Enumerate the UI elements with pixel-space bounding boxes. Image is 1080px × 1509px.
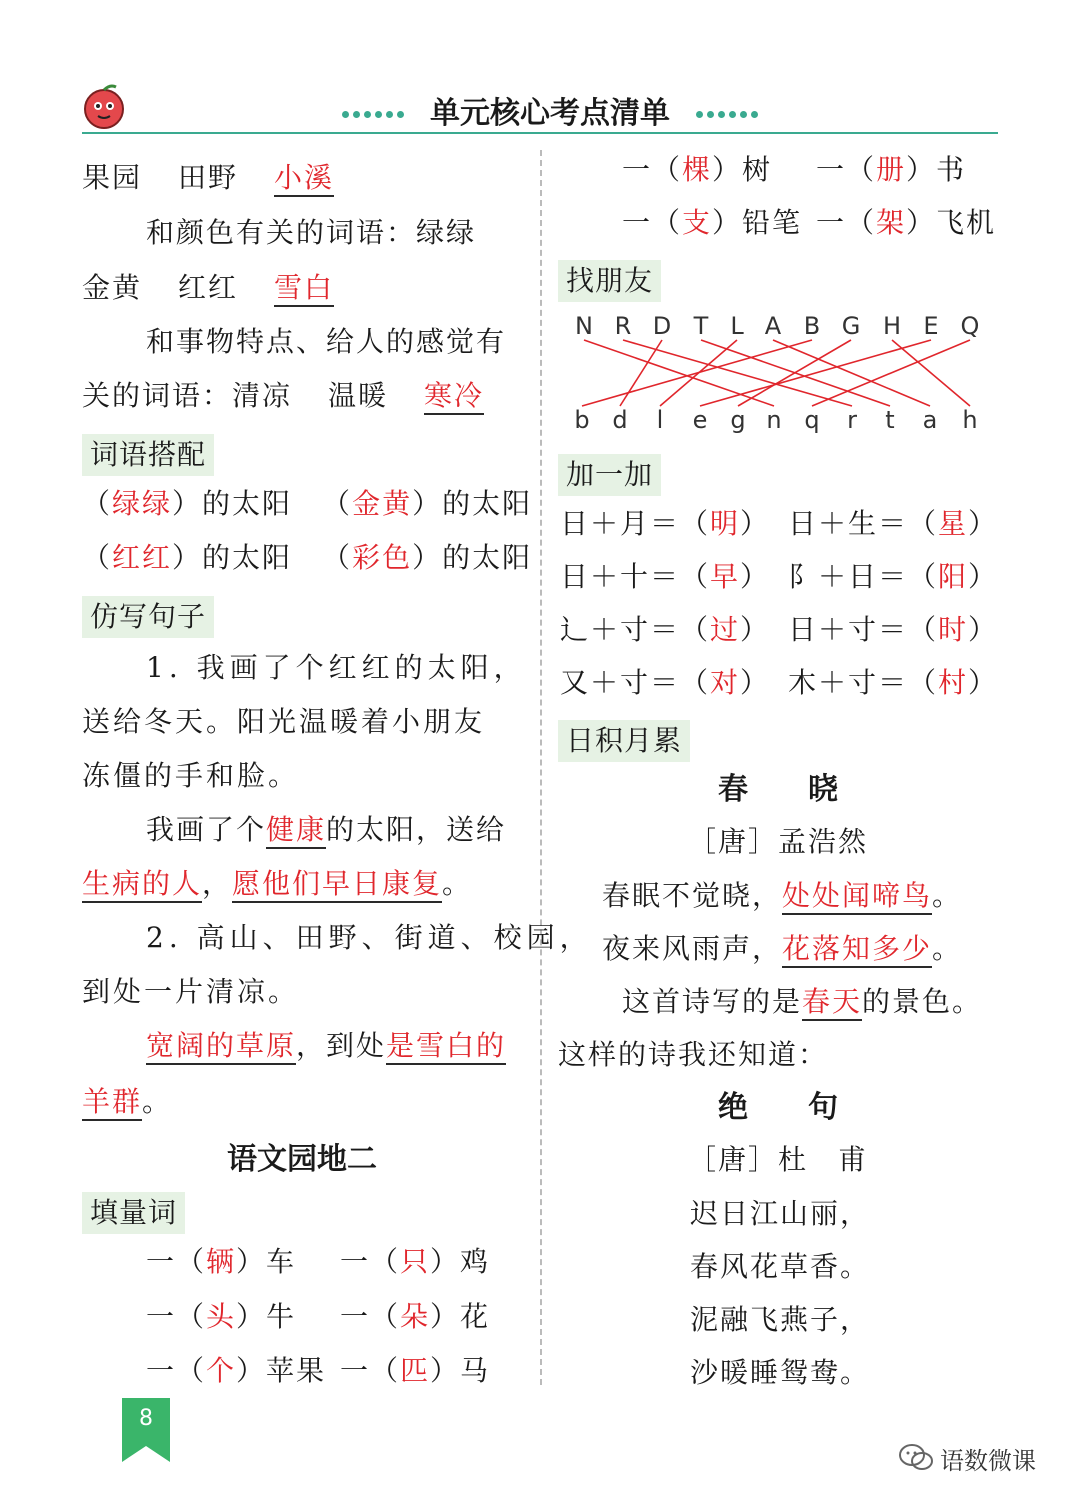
sentence-line-3: 冻僵的手和脸。 (82, 759, 300, 792)
letter-matching-lines (0, 0, 1080, 440)
add-row-1b: 日＋生＝（星） (788, 507, 999, 540)
section-add-up: 加一加 (558, 454, 661, 496)
upper-letter: D (652, 312, 672, 340)
poem2-line-4: 沙暖睡鸳鸯。 (690, 1356, 871, 1389)
lower-letter: b (574, 406, 590, 434)
sentence-line-2: 送给冬天。阳光温暖着小朋友 (82, 705, 486, 738)
page-number: 8 (139, 1406, 153, 1431)
lower-letter: r (847, 406, 857, 434)
section-daily-accumulation: 日积月累 (558, 720, 690, 762)
match-row-2: （红红）的太阳 （彩色）的太阳 (82, 541, 533, 574)
poem2-line-2: 春风花草香。 (690, 1250, 871, 1283)
lower-letter: l (656, 406, 664, 434)
measure-row-1b: 一（只）鸡 (340, 1245, 491, 1278)
measure-row-4b: 一（册）书 (816, 153, 967, 186)
watermark-text: 语数微课 (940, 1446, 1036, 1475)
sentence-line-5: 生病的人，愿他们早日康复。 (82, 864, 472, 904)
sentence-line-1: 1. 我画了个红红的太阳， (146, 651, 527, 684)
match-line (620, 340, 662, 406)
measure-row-2b: 一（朵）花 (340, 1300, 491, 1333)
lower-letter: a (922, 406, 938, 434)
match-line (892, 340, 970, 406)
lower-letter: q (804, 406, 820, 434)
measure-row-1: 一（辆）车 (146, 1245, 297, 1278)
watermark (898, 1438, 1036, 1478)
add-row-1: 日＋月＝（明） (560, 507, 771, 540)
upper-letter: L (730, 312, 744, 340)
match-line (584, 340, 774, 406)
section-measure-words: 填量词 (82, 1192, 185, 1234)
section-word-match: 词语搭配 (82, 434, 214, 476)
poem1-author: ［唐］孟浩然 (687, 825, 868, 858)
poem-note-line-1: 这首诗写的是春天的景色。 (622, 982, 982, 1022)
measure-row-2: 一（头）牛 (146, 1300, 297, 1333)
upper-letter: T (693, 312, 709, 340)
add-row-4b: 木＋寸＝（村） (788, 666, 999, 699)
lower-letter: d (612, 406, 628, 434)
section-imitate-sentence: 仿写句子 (82, 596, 214, 638)
lower-letter: g (730, 406, 746, 434)
poem1-title: 春 晓 (718, 772, 838, 807)
sentence-line-8: 宽阔的草原，到处是雪白的 (146, 1026, 506, 1066)
match-row-1: （绿绿）的太阳 （金黄）的太阳 (82, 487, 533, 520)
header-title: 单元核心考点清单 (430, 96, 670, 131)
lower-letter: t (885, 406, 895, 434)
upper-letter: R (614, 312, 632, 340)
left-line-3: 金黄 红红 雪白 (82, 268, 334, 308)
poem2-line-3: 泥融飞燕子， (690, 1303, 871, 1336)
upper-letter: A (764, 312, 782, 340)
upper-letter: E (923, 312, 939, 340)
sentence-line-9: 羊群。 (82, 1082, 172, 1122)
match-line (582, 340, 812, 406)
measure-row-5: 一（支）铅笔 (622, 206, 803, 239)
left-line-4: 和事物特点、给人的感觉有 (146, 325, 507, 358)
left-line-5: 关的词语：清凉 温暖 寒冷 (82, 376, 484, 416)
lower-letter: h (962, 406, 978, 434)
add-row-2: 日＋十＝（早） (560, 560, 771, 593)
sentence-line-7: 到处一片清凉。 (82, 975, 300, 1008)
poem2-title: 绝 句 (718, 1090, 838, 1125)
upper-letter: G (841, 312, 861, 340)
upper-letter: Q (960, 312, 980, 340)
left-line-2: 和颜色有关的词语：绿绿 (146, 216, 477, 249)
section-find-friends: 找朋友 (558, 260, 661, 302)
measure-row-5b: 一（架）飞机 (816, 206, 997, 239)
lowercase-letters (0, 406, 1080, 436)
wechat-icon (898, 1443, 934, 1473)
poem2-line-1: 迟日江山丽， (690, 1197, 871, 1230)
poem1-line-2: 夜来风雨声，花落知多少。 (602, 929, 962, 969)
lower-letter: e (692, 406, 708, 434)
upper-letter: B (803, 312, 821, 340)
section-title-garden: 语文园地二 (227, 1142, 377, 1177)
add-row-2b: 阝＋日＝（阳） (788, 560, 999, 593)
left-line-1: 果园 田野 小溪 (82, 158, 334, 198)
measure-row-4: 一（棵）树 (622, 153, 773, 186)
upper-letter: N (575, 312, 593, 340)
poem1-line-1: 春眠不觉晓，处处闻啼鸟。 (602, 876, 962, 916)
add-row-4: 又＋寸＝（对） (560, 666, 771, 699)
measure-row-3: 一（个）苹果 (146, 1354, 327, 1387)
measure-row-3b: 一（匹）马 (340, 1354, 491, 1387)
lower-letter: n (766, 406, 782, 434)
add-row-3b: 日＋寸＝（时） (788, 613, 999, 646)
poem-note-line-2: 这样的诗我还知道： (558, 1038, 829, 1071)
page-number-tab (122, 1398, 170, 1462)
sentence-line-6: 2. 高山、田野、街道、校园， (146, 921, 593, 954)
poem2-author: ［唐］杜 甫 (687, 1143, 868, 1176)
match-line (812, 340, 970, 406)
sentence-line-4: 我画了个健康的太阳，送给 (146, 810, 506, 850)
add-row-3: 辶＋寸＝（过） (560, 613, 771, 646)
upper-letter: H (882, 312, 902, 340)
